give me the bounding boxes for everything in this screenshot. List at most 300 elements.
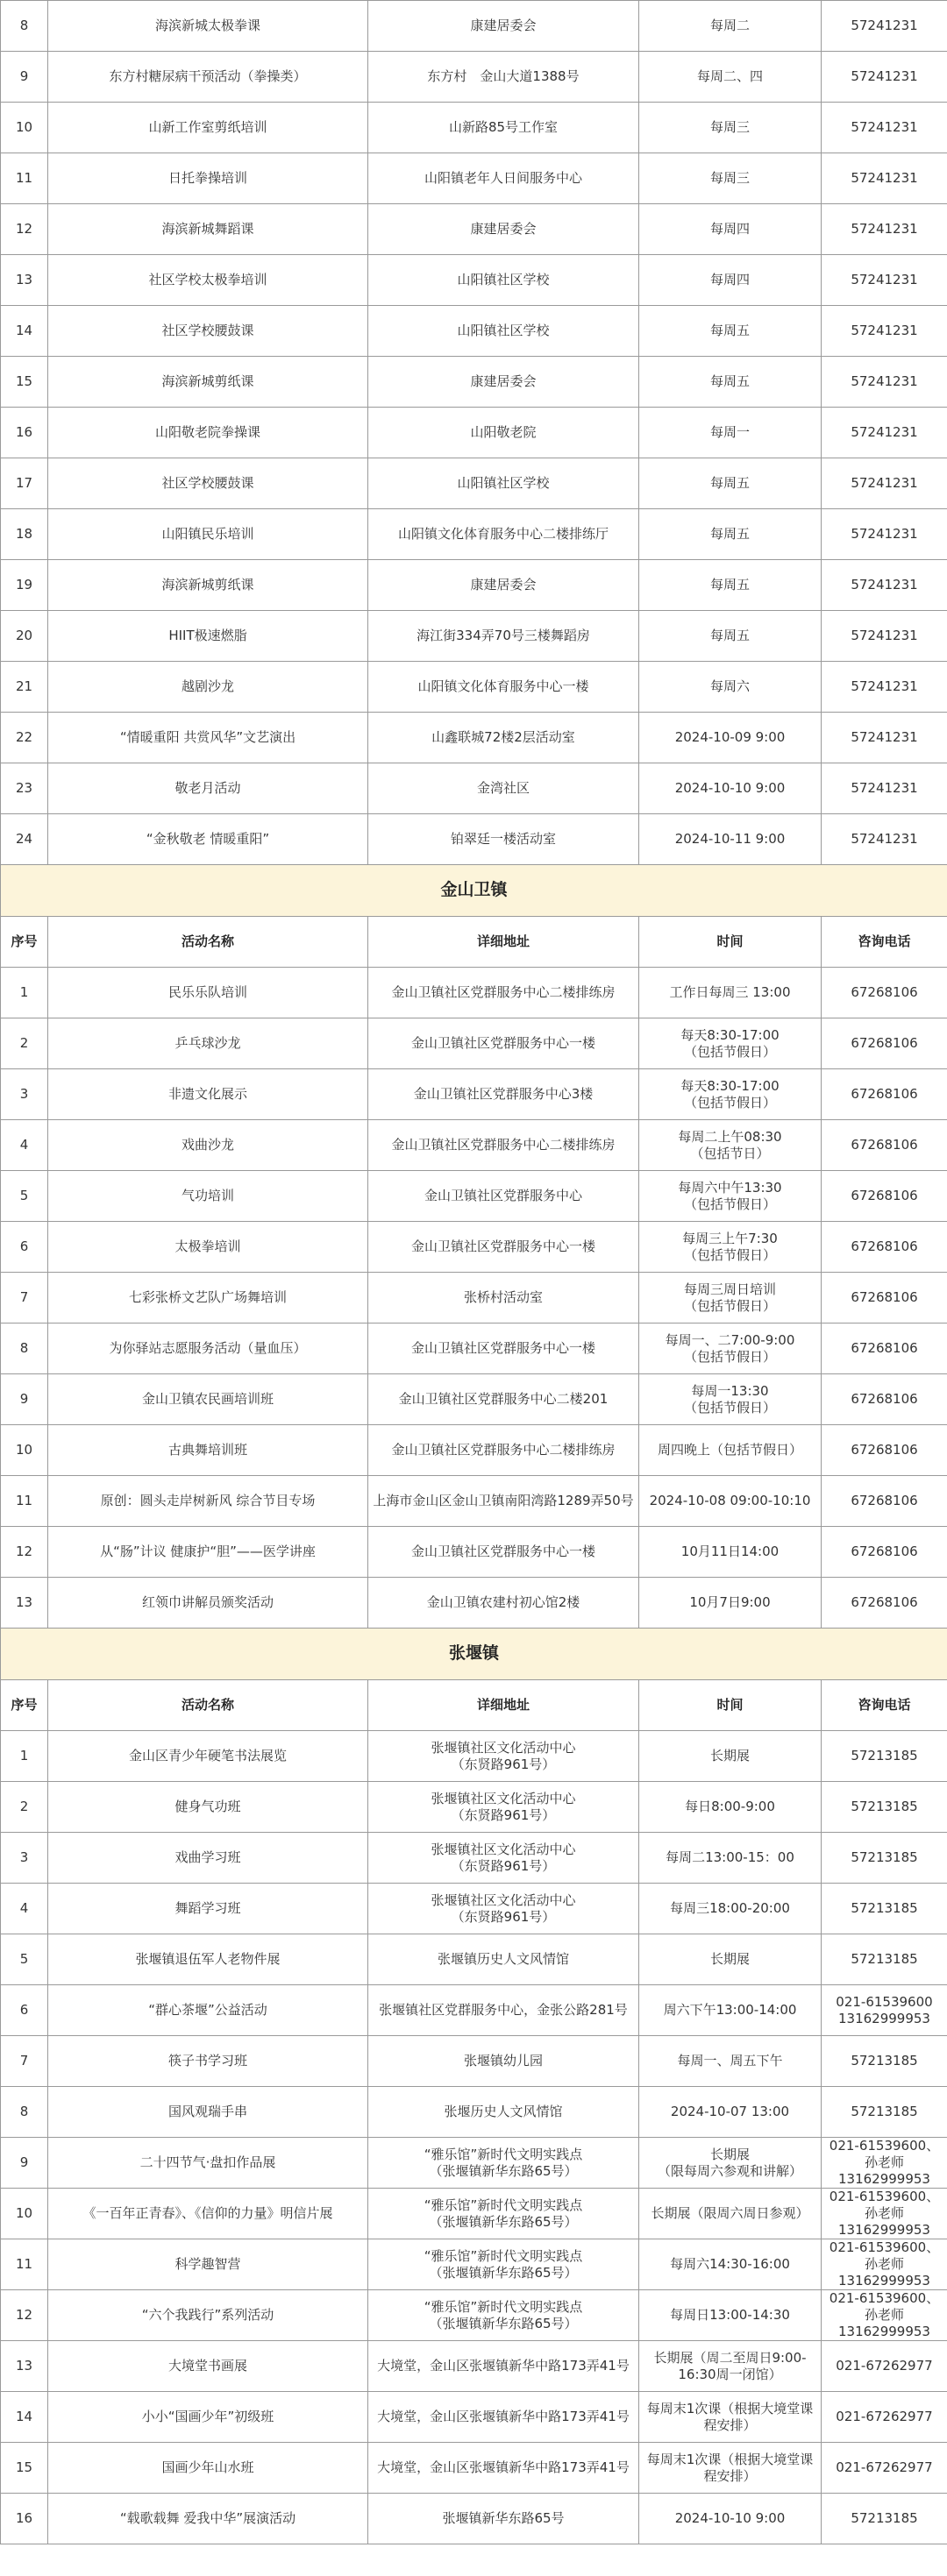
address-cell: 东方村 金山大道1388号 — [368, 52, 639, 103]
activity-name-cell: HIIT极速燃脂 — [48, 611, 368, 662]
cell-line: （东贤路961号） — [451, 1806, 556, 1823]
section-title: 金山卫镇 — [1, 865, 947, 917]
address-cell: 山阳镇文化体育服务中心一楼 — [368, 662, 639, 713]
phone-cell: 67268106 — [822, 1374, 947, 1425]
row-number-cell: 5 — [1, 1171, 48, 1222]
address-cell — [368, 1731, 639, 1782]
time-cell — [639, 1273, 822, 1323]
table-row — [1, 560, 947, 611]
table-row — [1, 2290, 947, 2341]
address-cell: 康建居委会 — [368, 357, 639, 408]
activity-name-cell: 舞蹈学习班 — [48, 1884, 368, 1934]
cell-line: （张堰镇新华东路65号） — [429, 2315, 578, 2331]
time-cell: 每周一、周五下午 — [639, 2036, 822, 2087]
cell-line: （包括节假日） — [683, 1297, 776, 1314]
time-cell: 2024-10-09 9:00 — [639, 713, 822, 763]
activity-name-cell: 山阳敬老院拳操课 — [48, 408, 368, 458]
activity-name-cell: 金山区青少年硬笔书法展览 — [48, 1731, 368, 1782]
table-row — [1, 2443, 947, 2494]
phone-cell: 67268106 — [822, 1273, 947, 1323]
time-cell: 每周二、四 — [639, 52, 822, 103]
time-cell — [639, 1323, 822, 1374]
row-number-cell: 15 — [1, 2443, 48, 2494]
activity-name-header: 活动名称 — [48, 1680, 368, 1731]
time-cell: 每日8:00-9:00 — [639, 1782, 822, 1833]
time-cell: 每周末1次课（根据大境堂课程安排） — [639, 2443, 822, 2494]
cell-line: “雅乐馆”新时代文明实践点 — [424, 2196, 583, 2213]
table-row — [1, 1985, 947, 2036]
address-header: 详细地址 — [368, 1680, 639, 1731]
activity-name-cell: 山新工作室剪纸培训 — [48, 103, 368, 153]
row-number-cell: 2 — [1, 1782, 48, 1833]
row-number-cell: 6 — [1, 1985, 48, 2036]
row-number-cell: 1 — [1, 968, 48, 1018]
address-cell: 张堰镇新华东路65号 — [368, 2494, 639, 2544]
row-number-cell: 24 — [1, 814, 48, 865]
cell-line: 每周一13:30 — [691, 1382, 769, 1399]
phone-cell: 57241231 — [822, 611, 947, 662]
activity-name-cell: 山阳镇民乐培训 — [48, 509, 368, 560]
row-number-cell: 17 — [1, 458, 48, 509]
row-number-cell: 15 — [1, 357, 48, 408]
cell-line: （包括节假日） — [683, 1196, 776, 1212]
address-cell: 金湾社区 — [368, 763, 639, 814]
row-number-cell: 12 — [1, 1527, 48, 1578]
table-row — [1, 1069, 947, 1120]
phone-cell: 021-67262977 — [822, 2341, 947, 2392]
table-row — [1, 1425, 947, 1476]
table-row — [1, 713, 947, 763]
row-number-cell: 18 — [1, 509, 48, 560]
phone-cell: 57241231 — [822, 1, 947, 52]
address-cell: 金山卫镇社区党群服务中心3楼 — [368, 1069, 639, 1120]
address-cell: 大境堂，金山区张堰镇新华中路173弄41号 — [368, 2443, 639, 2494]
table-row — [1, 1884, 947, 1934]
cell-line: “雅乐馆”新时代文明实践点 — [424, 2298, 583, 2315]
address-cell — [368, 2239, 639, 2290]
row-number-cell: 12 — [1, 204, 48, 255]
row-number-cell: 11 — [1, 1476, 48, 1527]
address-cell: 金山卫镇社区党群服务中心一楼 — [368, 1527, 639, 1578]
row-number-cell: 16 — [1, 408, 48, 458]
address-cell: 金山卫镇社区党群服务中心二楼201 — [368, 1374, 639, 1425]
phone-cell: 67268106 — [822, 1425, 947, 1476]
address-cell — [368, 2290, 639, 2341]
row-number-cell: 19 — [1, 560, 48, 611]
phone-cell: 57213185 — [822, 1884, 947, 1934]
phone-cell: 57213185 — [822, 1833, 947, 1884]
activity-name-cell: 筷子书学习班 — [48, 2036, 368, 2087]
activity-name-cell: 社区学校太极拳培训 — [48, 255, 368, 306]
row-number-cell: 23 — [1, 763, 48, 814]
cell-line: （张堰镇新华东路65号） — [429, 2213, 578, 2230]
activity-name-cell: 《一百年正青春》、《信仰的力量》明信片展 — [48, 2189, 368, 2239]
time-cell: 长期展 — [639, 1934, 822, 1985]
phone-cell: 67268106 — [822, 1527, 947, 1578]
cell-line: 每周三周日培训 — [683, 1281, 776, 1297]
row-number-cell: 3 — [1, 1069, 48, 1120]
phone-cell: 57241231 — [822, 458, 947, 509]
phone-cell: 57241231 — [822, 713, 947, 763]
phone-cell: 67268106 — [822, 1018, 947, 1069]
cell-line: 长期展 — [709, 2146, 750, 2162]
time-cell: 2024-10-10 9:00 — [639, 763, 822, 814]
address-cell: 上海市金山区金山卫镇南阳湾路1289弄50号 — [368, 1476, 639, 1527]
time-cell: 2024-10-10 9:00 — [639, 2494, 822, 2544]
time-cell: 工作日每周三 13:00 — [639, 968, 822, 1018]
phone-cell: 67268106 — [822, 1476, 947, 1527]
time-cell: 长期展 — [639, 1731, 822, 1782]
cell-line: （包括节日） — [690, 1145, 770, 1161]
cell-line: （包括节假日） — [683, 1399, 776, 1416]
section-header-row — [1, 865, 947, 917]
phone-header: 咨询电话 — [822, 917, 947, 968]
phone-cell: 57213185 — [822, 1934, 947, 1985]
activity-name-cell: “金秋敬老 情暖重阳” — [48, 814, 368, 865]
table-row — [1, 204, 947, 255]
cell-line: （包括节假日） — [683, 1094, 776, 1111]
activity-name-cell: 越剧沙龙 — [48, 662, 368, 713]
phone-cell: 021-61539600、孙老师13162999953 — [822, 2239, 947, 2290]
phone-cell: 021-67262977 — [822, 2443, 947, 2494]
phone-cell: 57213185 — [822, 1731, 947, 1782]
time-cell — [639, 1018, 822, 1069]
activity-name-cell: 金山卫镇农民画培训班 — [48, 1374, 368, 1425]
activity-name-cell: 张堰镇退伍军人老物件展 — [48, 1934, 368, 1985]
table-row — [1, 1323, 947, 1374]
time-cell: 每周三 — [639, 153, 822, 204]
table-row — [1, 2239, 947, 2290]
address-cell: 张堰镇幼儿园 — [368, 2036, 639, 2087]
activity-name-cell: 大境堂书画展 — [48, 2341, 368, 2392]
address-cell: 山阳镇社区学校 — [368, 306, 639, 357]
address-cell: 山阳镇社区学校 — [368, 458, 639, 509]
time-cell: 每周三 — [639, 103, 822, 153]
time-cell: 2024-10-11 9:00 — [639, 814, 822, 865]
phone-cell: 021-61539600、孙老师13162999953 — [822, 2138, 947, 2189]
table-row — [1, 357, 947, 408]
column-header-row — [1, 1680, 947, 1731]
cell-line: 每天8:30-17:00 — [680, 1077, 780, 1094]
activity-name-cell: 国画少年山水班 — [48, 2443, 368, 2494]
time-cell: 每周五 — [639, 611, 822, 662]
address-cell: 金山卫镇社区党群服务中心二楼排练房 — [368, 1425, 639, 1476]
row-number-cell: 8 — [1, 1, 48, 52]
time-cell — [639, 1069, 822, 1120]
time-cell: 每周六14:30-16:00 — [639, 2239, 822, 2290]
section-title: 张堰镇 — [1, 1629, 947, 1680]
row-number-cell: 13 — [1, 255, 48, 306]
row-number-cell: 11 — [1, 2239, 48, 2290]
address-cell: 大境堂，金山区张堰镇新华中路173弄41号 — [368, 2341, 639, 2392]
cell-line: 张堰镇社区文化活动中心 — [431, 1739, 576, 1756]
phone-header: 咨询电话 — [822, 1680, 947, 1731]
table-row — [1, 1171, 947, 1222]
phone-cell: 57213185 — [822, 2494, 947, 2544]
activity-name-cell: 为你驿站志愿服务活动（量血压） — [48, 1323, 368, 1374]
cell-line: “雅乐馆”新时代文明实践点 — [424, 2247, 583, 2264]
table-row — [1, 2087, 947, 2138]
activity-name-cell: “群心茶堰”公益活动 — [48, 1985, 368, 2036]
phone-cell: 021-61539600、孙老师13162999953 — [822, 2290, 947, 2341]
address-cell: 金山卫镇社区党群服务中心 — [368, 1171, 639, 1222]
phone-cell: 57213185 — [822, 1782, 947, 1833]
phone-cell: 57241231 — [822, 306, 947, 357]
address-cell: 康建居委会 — [368, 204, 639, 255]
phone-cell: 57241231 — [822, 509, 947, 560]
activity-name-cell: “载歌载舞 爱我中华”展演活动 — [48, 2494, 368, 2544]
table-row — [1, 1120, 947, 1171]
cell-line: （限每周六参观和讲解） — [657, 2162, 802, 2179]
time-cell: 每周二 — [639, 1, 822, 52]
address-cell — [368, 2189, 639, 2239]
address-cell: 金山卫镇社区党群服务中心二楼排练房 — [368, 1120, 639, 1171]
activity-name-cell: 科学趣智营 — [48, 2239, 368, 2290]
phone-cell: 021-67262977 — [822, 2392, 947, 2443]
time-cell: 2024-10-07 13:00 — [639, 2087, 822, 2138]
table-row — [1, 1578, 947, 1629]
address-cell — [368, 1884, 639, 1934]
activity-name-cell: 健身气功班 — [48, 1782, 368, 1833]
cell-line: 每周一、二7:00-9:00 — [665, 1331, 795, 1348]
time-cell: 每周五 — [639, 509, 822, 560]
table-row — [1, 2036, 947, 2087]
time-cell: 每周四 — [639, 255, 822, 306]
address-cell: 山阳镇社区学校 — [368, 255, 639, 306]
time-cell — [639, 2138, 822, 2189]
row-number-cell: 14 — [1, 2392, 48, 2443]
activity-name-cell: 非遗文化展示 — [48, 1069, 368, 1120]
row-number-header: 序号 — [1, 1680, 48, 1731]
phone-cell: 67268106 — [822, 1171, 947, 1222]
row-number-cell: 14 — [1, 306, 48, 357]
row-number-cell: 8 — [1, 2087, 48, 2138]
phone-cell: 67268106 — [822, 1069, 947, 1120]
activity-name-cell: 原创：圆头走岸树新风 综合节目专场 — [48, 1476, 368, 1527]
table-row — [1, 763, 947, 814]
activity-name-cell: 海滨新城剪纸课 — [48, 357, 368, 408]
phone-cell: 57213185 — [822, 2087, 947, 2138]
address-cell: 金山卫镇社区党群服务中心二楼排练房 — [368, 968, 639, 1018]
row-number-cell: 7 — [1, 2036, 48, 2087]
time-cell: 每周五 — [639, 560, 822, 611]
time-header: 时间 — [639, 1680, 822, 1731]
activity-name-cell: 东方村糖尿病干预活动（拳操类） — [48, 52, 368, 103]
phone-cell: 67268106 — [822, 1222, 947, 1273]
row-number-cell: 20 — [1, 611, 48, 662]
table-row — [1, 1731, 947, 1782]
row-number-cell: 2 — [1, 1018, 48, 1069]
activity-name-header: 活动名称 — [48, 917, 368, 968]
table-row — [1, 306, 947, 357]
row-number-cell: 10 — [1, 2189, 48, 2239]
table-row — [1, 255, 947, 306]
table-row — [1, 1833, 947, 1884]
cell-line: （东贤路961号） — [451, 1756, 556, 1772]
time-cell: 每周二13:00-15：00 — [639, 1833, 822, 1884]
table-row — [1, 408, 947, 458]
row-number-cell: 9 — [1, 52, 48, 103]
table-row — [1, 2189, 947, 2239]
phone-cell: 57241231 — [822, 357, 947, 408]
cell-line: （东贤路961号） — [451, 1908, 556, 1925]
time-cell: 每周五 — [639, 357, 822, 408]
phone-cell: 67268106 — [822, 1120, 947, 1171]
phone-cell: 57241231 — [822, 204, 947, 255]
table-row — [1, 611, 947, 662]
phone-cell: 67268106 — [822, 968, 947, 1018]
activity-name-cell: 二十四节气·盘扣作品展 — [48, 2138, 368, 2189]
time-cell: 长期展（限周六周日参观） — [639, 2189, 822, 2239]
table-row — [1, 1, 947, 52]
table-row — [1, 458, 947, 509]
row-number-cell: 16 — [1, 2494, 48, 2544]
cell-line: （张堰镇新华东路65号） — [429, 2162, 578, 2179]
row-number-cell: 21 — [1, 662, 48, 713]
row-number-cell: 10 — [1, 103, 48, 153]
phone-cell: 57241231 — [822, 814, 947, 865]
activity-name-cell: 社区学校腰鼓课 — [48, 306, 368, 357]
phone-cell: 57241231 — [822, 153, 947, 204]
time-cell: 2024-10-08 09:00-10:10 — [639, 1476, 822, 1527]
activity-name-cell: 海滨新城太极拳课 — [48, 1, 368, 52]
address-cell: 山鑫联城72楼2层活动室 — [368, 713, 639, 763]
table-row — [1, 1374, 947, 1425]
address-cell: 康建居委会 — [368, 1, 639, 52]
table-row — [1, 662, 947, 713]
address-cell — [368, 1782, 639, 1833]
cell-line: 每天8:30-17:00 — [680, 1026, 780, 1043]
address-cell: 张堰镇社区党群服务中心，金张公路281号 — [368, 1985, 639, 2036]
table-row — [1, 1018, 947, 1069]
table-row — [1, 1782, 947, 1833]
address-cell: 大境堂，金山区张堰镇新华中路173弄41号 — [368, 2392, 639, 2443]
time-cell — [639, 1222, 822, 1273]
activity-name-cell: 海滨新城舞蹈课 — [48, 204, 368, 255]
cell-line: 张堰镇社区文化活动中心 — [431, 1841, 576, 1857]
column-header-row — [1, 917, 947, 968]
time-cell: 每周五 — [639, 306, 822, 357]
activity-name-cell: 古典舞培训班 — [48, 1425, 368, 1476]
phone-cell: 57213185 — [822, 2036, 947, 2087]
time-cell: 长期展（周二至周日9:00-16:30周一闭馆） — [639, 2341, 822, 2392]
cell-line: “雅乐馆”新时代文明实践点 — [424, 2146, 583, 2162]
activity-name-cell: “六个我践行”系列活动 — [48, 2290, 368, 2341]
table-row — [1, 1527, 947, 1578]
activity-name-cell: 国风观瑞手串 — [48, 2087, 368, 2138]
activity-name-cell: 戏曲沙龙 — [48, 1120, 368, 1171]
address-cell: 张堰历史人文风情馆 — [368, 2087, 639, 2138]
phone-cell: 021-61539600、孙老师13162999953 — [822, 2189, 947, 2239]
row-number-cell: 13 — [1, 1578, 48, 1629]
address-cell: 铂翠廷一楼活动室 — [368, 814, 639, 865]
table-row — [1, 1934, 947, 1985]
phone-cell: 67268106 — [822, 1578, 947, 1629]
address-cell: 金山卫镇农建村初心馆2楼 — [368, 1578, 639, 1629]
activity-name-cell: 乒乓球沙龙 — [48, 1018, 368, 1069]
table-row — [1, 52, 947, 103]
time-cell: 每周三18:00-20:00 — [639, 1884, 822, 1934]
row-number-cell: 9 — [1, 1374, 48, 1425]
cell-line: 13162999953 — [838, 2010, 930, 2026]
table-row — [1, 2341, 947, 2392]
address-cell: 山阳镇老年人日间服务中心 — [368, 153, 639, 204]
time-cell — [639, 1120, 822, 1171]
time-cell: 周四晚上（包括节假日） — [639, 1425, 822, 1476]
time-cell: 10月7日9:00 — [639, 1578, 822, 1629]
activity-name-cell: 小小“国画少年”初级班 — [48, 2392, 368, 2443]
cell-line: （东贤路961号） — [451, 1857, 556, 1874]
table-row — [1, 968, 947, 1018]
row-number-cell: 8 — [1, 1323, 48, 1374]
time-cell: 每周一 — [639, 408, 822, 458]
row-number-cell: 6 — [1, 1222, 48, 1273]
time-cell: 每周日13:00-14:30 — [639, 2290, 822, 2341]
cell-line: 张堰镇社区文化活动中心 — [431, 1891, 576, 1908]
time-cell: 周六下午13:00-14:00 — [639, 1985, 822, 2036]
address-cell — [368, 1833, 639, 1884]
phone-cell: 57241231 — [822, 408, 947, 458]
row-number-cell: 13 — [1, 2341, 48, 2392]
activity-name-cell: 红领巾讲解员颁奖活动 — [48, 1578, 368, 1629]
cell-line: （包括节假日） — [683, 1348, 776, 1365]
table-row — [1, 1476, 947, 1527]
activity-name-cell: “情暖重阳 共赏风华”文艺演出 — [48, 713, 368, 763]
row-number-cell: 5 — [1, 1934, 48, 1985]
time-cell: 每周六 — [639, 662, 822, 713]
activity-name-cell: 气功培训 — [48, 1171, 368, 1222]
table-row — [1, 2494, 947, 2544]
address-cell — [368, 2138, 639, 2189]
address-cell: 金山卫镇社区党群服务中心一楼 — [368, 1222, 639, 1273]
phone-cell: 57241231 — [822, 763, 947, 814]
time-cell: 每周四 — [639, 204, 822, 255]
address-header: 详细地址 — [368, 917, 639, 968]
row-number-cell: 10 — [1, 1425, 48, 1476]
row-number-cell: 3 — [1, 1833, 48, 1884]
phone-cell: 57241231 — [822, 103, 947, 153]
phone-cell: 57241231 — [822, 52, 947, 103]
address-cell: 张堰镇历史人文风情馆 — [368, 1934, 639, 1985]
row-number-cell: 11 — [1, 153, 48, 204]
time-cell — [639, 1171, 822, 1222]
address-cell: 山阳镇文化体育服务中心二楼排练厅 — [368, 509, 639, 560]
table-row — [1, 814, 947, 865]
address-cell: 康建居委会 — [368, 560, 639, 611]
activity-name-cell: 戏曲学习班 — [48, 1833, 368, 1884]
table-row — [1, 1273, 947, 1323]
section-header-row — [1, 1629, 947, 1680]
activity-name-cell: 敬老月活动 — [48, 763, 368, 814]
table-row — [1, 153, 947, 204]
activity-name-cell: 社区学校腰鼓课 — [48, 458, 368, 509]
address-cell: 山阳敬老院 — [368, 408, 639, 458]
activity-name-cell: 从“肠”计议 健康护“胆”——医学讲座 — [48, 1527, 368, 1578]
activity-name-cell: 民乐乐队培训 — [48, 968, 368, 1018]
phone-cell: 57241231 — [822, 560, 947, 611]
phone-cell: 67268106 — [822, 1323, 947, 1374]
row-number-cell: 22 — [1, 713, 48, 763]
time-cell: 10月11日14:00 — [639, 1527, 822, 1578]
address-cell: 金山卫镇社区党群服务中心一楼 — [368, 1323, 639, 1374]
cell-line: 每周二上午08:30 — [678, 1128, 782, 1145]
cell-line: 021-61539600 — [836, 1993, 933, 2010]
phone-cell: 57241231 — [822, 255, 947, 306]
row-number-cell: 4 — [1, 1120, 48, 1171]
time-header: 时间 — [639, 917, 822, 968]
row-number-cell: 7 — [1, 1273, 48, 1323]
cell-line: 每周六中午13:30 — [678, 1179, 782, 1196]
